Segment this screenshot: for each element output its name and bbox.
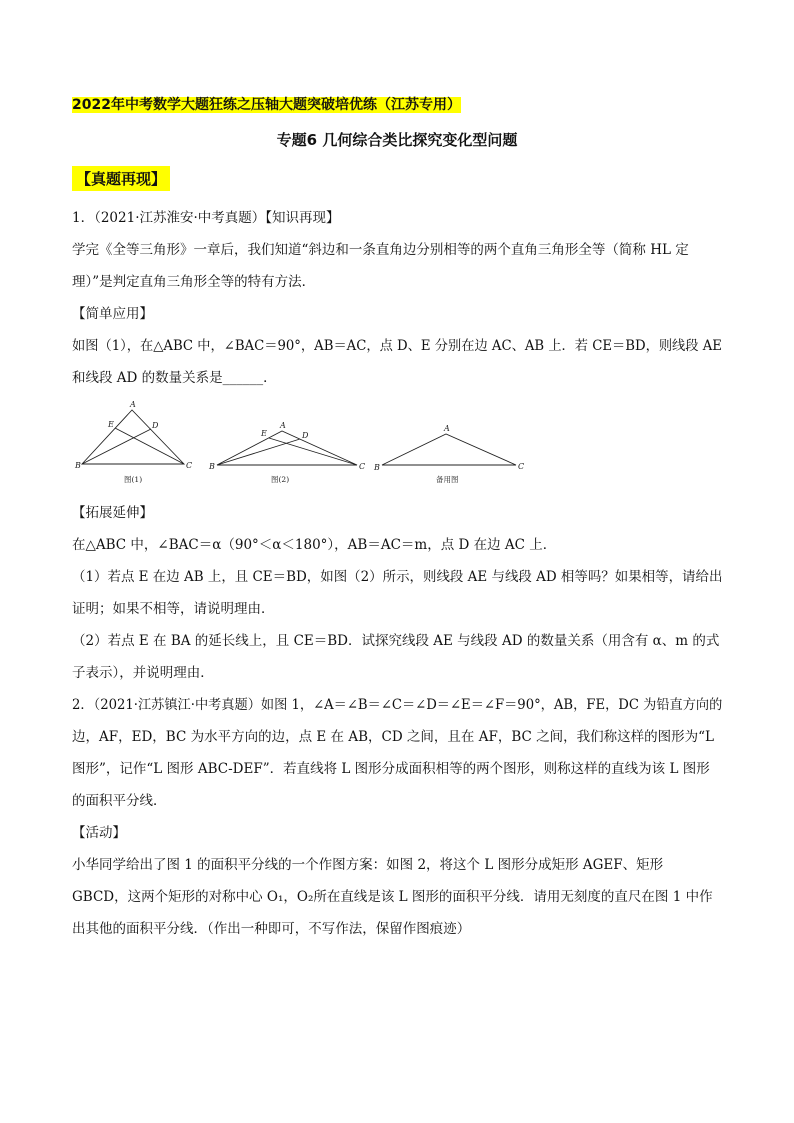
problem-2-activity: 出其他的面积平分线．（作出一种即可，不写作法，保留作图痕迹） (72, 921, 471, 937)
series-title (72, 95, 461, 115)
problem-1-part-1: 证明；如果不相等，请说明理由． (72, 601, 275, 617)
figure-2 (208, 421, 365, 484)
figure-spare (373, 424, 524, 484)
figure-1 (74, 400, 192, 484)
problem-2-text: 图形”，记作“L 图形 ABC-DEF”．若直线将 L 图形分成面积相等的两个图形，则称这样的直线为该 L 图形 (72, 761, 710, 777)
triangle-figures (72, 398, 532, 493)
fig3-label-a: A (444, 424, 450, 433)
fig3-label-b: B (374, 463, 380, 472)
problem-2-text: 边，AF，ED，BC 为水平方向的边，点 E 在 AB，CD 之间，且在 AF，BC 之间，我们称这样的图形为“L (72, 729, 714, 745)
problem-2-text: 的面积平分线． (72, 793, 167, 809)
problem-1-part-2: 子表示），并说明理由． (72, 665, 214, 681)
problem-2-activity: 小华同学给出了图 1 的面积平分线的一个作图方案：如图 2，将这个 L 图形分成矩形 AGEF、矩形 (72, 857, 664, 873)
problem-1-header: 1．（2021·江苏淮安·中考真题）【知识再现】 (72, 210, 340, 226)
fig2-caption: 图(2) (271, 475, 290, 484)
subheading-extension: 【拓展延伸】 (72, 505, 153, 521)
subheading-simple-application: 【简单应用】 (72, 306, 153, 322)
fig3-label-c: C (518, 462, 525, 471)
problem-1-text: 如图（1），在△ABC 中，∠BAC＝90°，AB＝AC，点 D、E 分别在边 AC、AB 上．若 CE＝BD，则线段 AE (72, 338, 722, 354)
problem-2-header: 2．（2021·江苏镇江·中考真题）如图 1，∠A＝∠B＝∠C＝∠D＝∠E＝∠F＝90°，AB，FE，DC 为铅直方向的 (72, 697, 723, 713)
fig2-label-a: A (280, 421, 286, 430)
fig2-label-b: B (209, 462, 215, 471)
problem-1-text: 理）”是判定直角三角形全等的特有方法． (72, 274, 316, 290)
fig3-caption: 备用图 (436, 475, 459, 484)
section-heading: 【真题再现】 (72, 166, 170, 191)
series-title-text: 2022年中考数学大题狂练之压轴大题突破培优练（江苏专用） (72, 97, 461, 113)
fig1-label-b: B (75, 461, 81, 470)
problem-1-part-1: （1）若点 E 在边 AB 上，且 CE＝BD，如图（2）所示，则线段 AE 与线段 AD 相等吗？如果相等，请给出 (72, 569, 723, 585)
fig1-label-d: D (152, 421, 159, 430)
fig1-label-e: E (108, 420, 114, 429)
figures-svg (72, 398, 532, 493)
problem-1-part-2: （2）若点 E 在 BA 的延长线上，且 CE＝BD．试探究线段 AE 与线段 AD 的数量关系（用含有 α、m 的式 (72, 633, 720, 649)
fig2-label-c: C (359, 462, 366, 471)
problem-1-text: 在△ABC 中，∠BAC＝α（90°＜α＜180°），AB＝AC＝m，点 D 在边 AC 上． (72, 537, 557, 553)
fig2-label-d: D (302, 431, 309, 440)
problem-1-text: 学完《全等三角形》一章后，我们知道“斜边和一条直角边分别相等的两个直角三角形全等（简称 HL 定 (72, 242, 689, 258)
fig1-label-c: C (186, 461, 193, 470)
problem-2-activity: GBCD，这两个矩形的对称中心 O₁，O₂所在直线是该 L 图形的面积平分线．请用无刻度的直尺在图 1 中作 (72, 889, 713, 905)
fig2-label-e: E (261, 429, 267, 438)
fig1-caption: 图(1) (124, 475, 143, 484)
problem-1-text: 和线段 AD 的数量关系是______． (72, 370, 277, 386)
fig1-label-a: A (130, 400, 136, 409)
subheading-activity: 【活动】 (72, 825, 126, 841)
topic-title: 专题6 几何综合类比探究变化型问题 (276, 131, 518, 149)
